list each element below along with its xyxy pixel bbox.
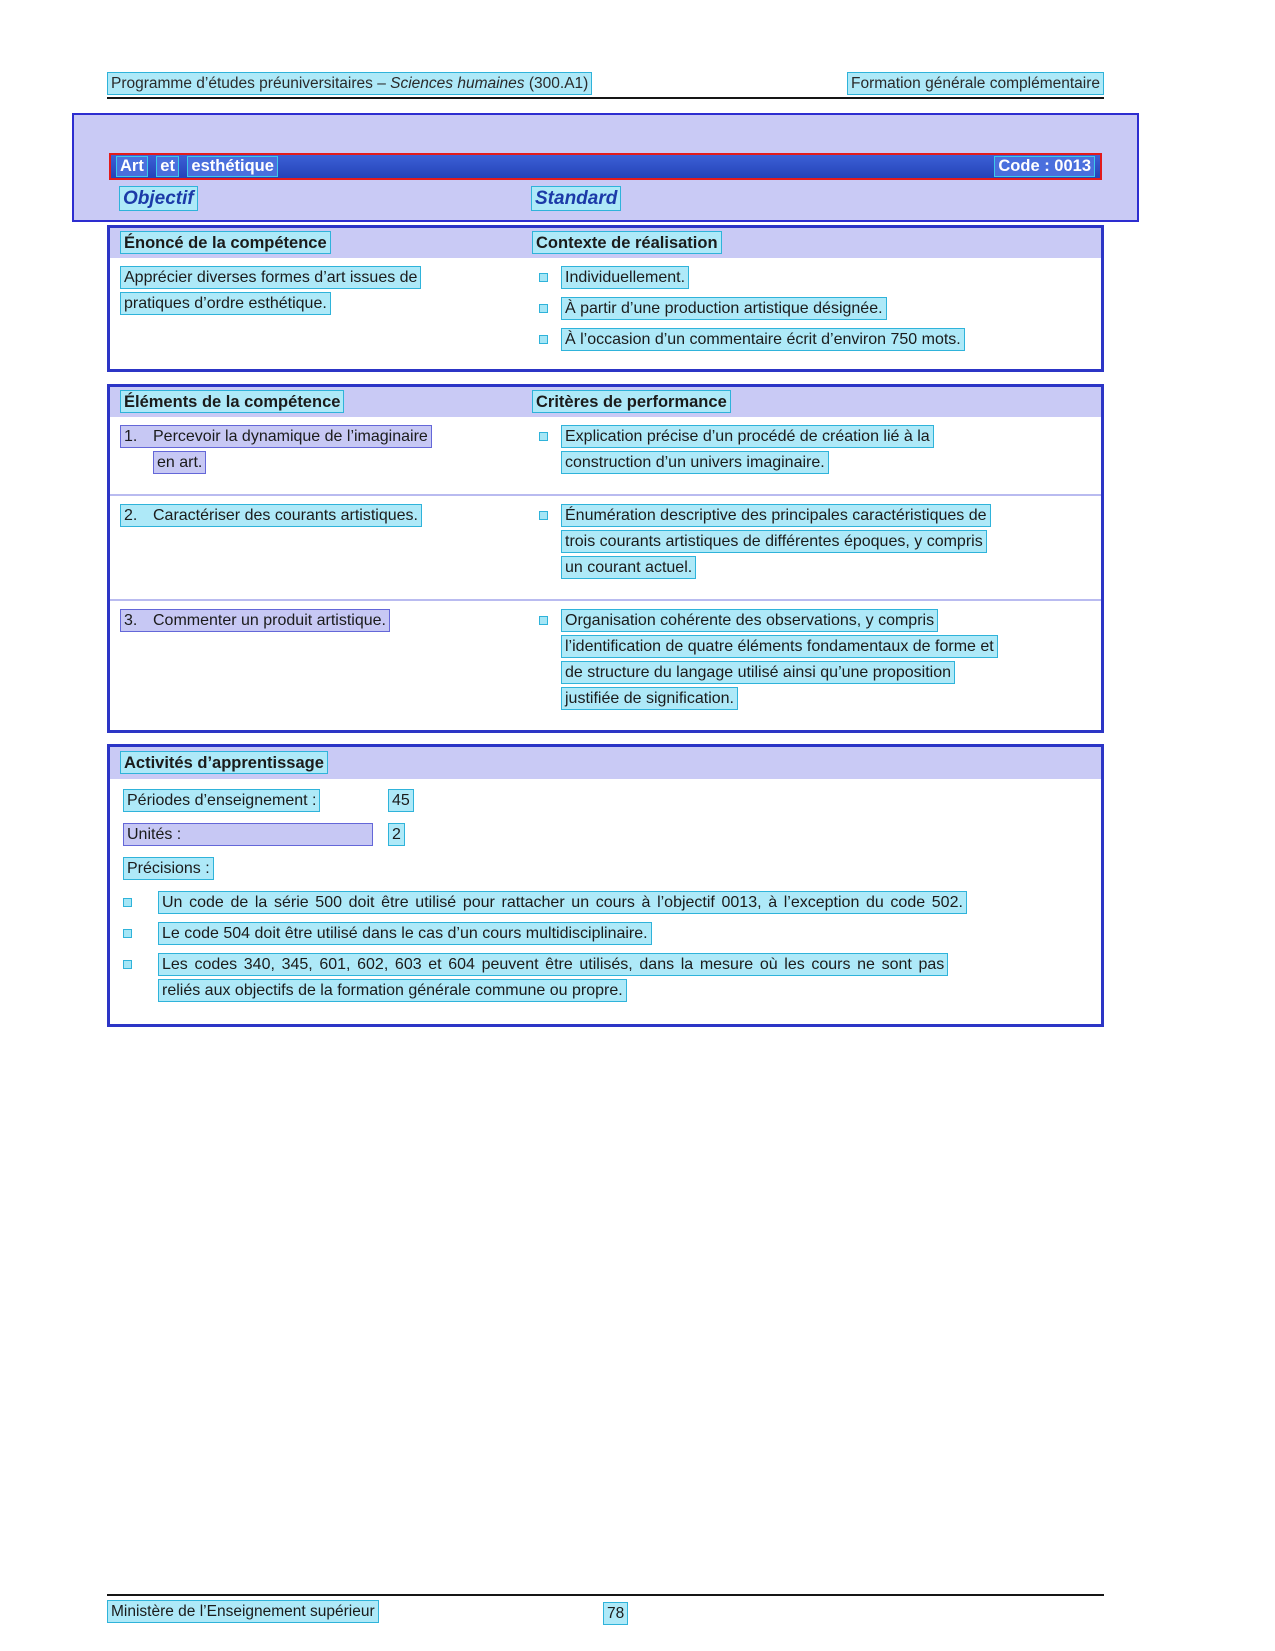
unites-label: Unités :: [123, 823, 373, 846]
contexte-item: Individuellement.: [561, 266, 689, 289]
activites-body: [110, 779, 1101, 1024]
critere-line: trois courants artistiques de différentes époques, y compris: [561, 530, 987, 553]
element-cell: [120, 609, 532, 718]
bullet-icon: [539, 335, 548, 344]
title-bar: [109, 153, 1102, 180]
critere-line: justifiée de signification.: [561, 687, 738, 710]
contexte-cell: [532, 266, 1101, 359]
precisions-label: Précisions :: [123, 857, 214, 880]
critere-line: Explication précise d’un procédé de création lié à la: [561, 425, 934, 448]
precision-line: Le code 504 doit être utilisé dans le cas d’un cours multidisciplinaire.: [158, 922, 652, 945]
page-footer: [107, 1594, 1104, 1623]
element-row: [110, 494, 1101, 599]
contexte-item: À l’occasion d’un commentaire écrit d’environ 750 mots.: [561, 328, 965, 351]
bullet-icon: [539, 304, 548, 313]
title-word: Art: [116, 156, 148, 177]
header-rule: [107, 97, 1104, 99]
enonce-cell: [120, 266, 532, 359]
unites-value: 2: [388, 823, 405, 846]
activites-table: [107, 744, 1104, 1027]
activites-header: Activités d’apprentissage: [120, 751, 328, 774]
contexte-header: Contexte de réalisation: [532, 231, 722, 254]
footer-ministry: Ministère de l’Enseignement supérieur: [107, 1600, 379, 1623]
periodes-row: [123, 789, 1101, 812]
header-left-suffix: (300.A1): [524, 75, 589, 92]
header-right: Formation générale complémentaire: [847, 72, 1104, 95]
page-number: 78: [603, 1602, 628, 1625]
title-word: esthétique: [187, 156, 278, 177]
critere-line: un courant actuel.: [561, 556, 696, 579]
element-line: Caractériser des courants artistiques.: [153, 507, 418, 524]
title-panel: [72, 113, 1139, 222]
element-row: [110, 599, 1101, 730]
page-header: [107, 0, 1104, 95]
objectif-standard-row: [109, 186, 1102, 211]
enonce-line: pratiques d’ordre esthétique.: [120, 292, 331, 315]
contexte-item: À partir d’une production artistique désignée.: [561, 297, 887, 320]
bullet-icon: [539, 511, 548, 520]
precision-item: [123, 953, 1101, 1005]
activites-header-row: [110, 747, 1101, 779]
code-badge: Code : 0013: [994, 156, 1095, 177]
header-left: [107, 72, 592, 95]
precisions-list: [123, 891, 1101, 1005]
element-row: [110, 417, 1101, 494]
precisions-row: [123, 857, 1101, 880]
enonce-header: Énoncé de la compétence: [120, 231, 331, 254]
critere-line: Organisation cohérente des observations, y compris: [561, 609, 938, 632]
unites-row: [123, 823, 1101, 846]
title-word: et: [156, 156, 179, 177]
criteres-header: Critères de performance: [532, 390, 731, 413]
precision-line: Les codes 340, 345, 601, 602, 603 et 604 peuvent être utilisés, dans la mesure où les cours ne sont pas: [158, 953, 948, 976]
competence-table-body: [110, 258, 1101, 369]
course-title: [116, 156, 282, 177]
bullet-icon: [123, 960, 132, 969]
bullet-icon: [539, 273, 548, 282]
enonce-line: Apprécier diverses formes d’art issues de: [120, 266, 421, 289]
periodes-label: Périodes d’enseignement :: [123, 789, 320, 812]
elements-table: [107, 384, 1104, 733]
precision-item: [123, 891, 1101, 917]
elements-header: Éléments de la compétence: [120, 390, 344, 413]
element-number: 2.: [124, 507, 138, 524]
objectif-label: Objectif: [119, 186, 198, 211]
element-number: 3.: [124, 612, 138, 629]
critere-line: l’identification de quatre éléments fondamentaux de forme et: [561, 635, 998, 658]
bullet-icon: [539, 432, 548, 441]
header-left-program-name: Sciences humaines: [390, 75, 525, 92]
elements-table-header: [110, 387, 1101, 417]
competence-table: [107, 225, 1104, 372]
critere-line: construction d’un univers imaginaire.: [561, 451, 829, 474]
bullet-icon: [123, 898, 132, 907]
element-cell: [120, 425, 532, 482]
precision-line: reliés aux objectifs de la formation générale commune ou propre.: [158, 979, 627, 1002]
bullet-icon: [123, 929, 132, 938]
element-line: Percevoir la dynamique de l’imaginaire: [153, 428, 428, 445]
standard-label: Standard: [531, 186, 621, 211]
precision-item: [123, 922, 1101, 948]
periodes-value: 45: [388, 789, 414, 812]
bullet-icon: [539, 616, 548, 625]
criteres-cell: [532, 425, 1101, 482]
element-line: en art.: [153, 451, 206, 474]
precision-line: Un code de la série 500 doit être utilisé pour rattacher un cours à l’objectif 0013, à l’exception du code 502.: [158, 891, 967, 914]
header-left-prefix: Programme d’études préuniversitaires –: [111, 75, 391, 92]
element-cell: [120, 504, 532, 587]
critere-line: Énumération descriptive des principales caractéristiques de: [561, 504, 991, 527]
element-number: 1.: [124, 428, 138, 445]
element-line: Commenter un produit artistique.: [153, 612, 386, 629]
criteres-cell: [532, 609, 1101, 718]
critere-line: de structure du langage utilisé ainsi qu’une proposition: [561, 661, 955, 684]
competence-table-header: [110, 228, 1101, 258]
criteres-cell: [532, 504, 1101, 587]
